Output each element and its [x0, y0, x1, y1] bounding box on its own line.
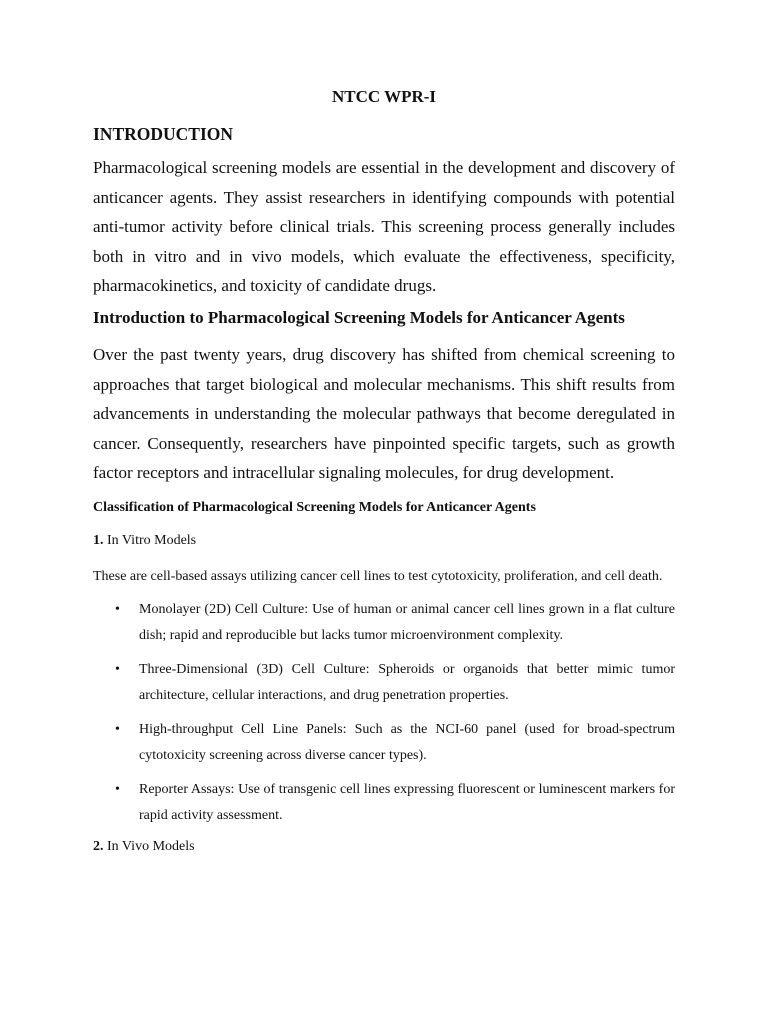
introduction-paragraph: Pharmacological screening models are essential in the development and discovery of anticancer agents. They assist researchers in identifying compounds with potential anti-tumor activity before clinical trials. This screening process generally includes both in vitro and in vivo models, which evaluate the effectiveness, specificity, pharmacokinetics, and toxicity of candidate drugs. [93, 158, 675, 296]
in-vivo-number: 2. [93, 839, 104, 855]
in-vitro-label: In Vitro Models [103, 532, 197, 548]
list-item [93, 777, 675, 828]
bullet-icon: • [115, 782, 120, 798]
bullet-icon: • [115, 722, 120, 738]
list-item-text: Three-Dimensional (3D) Cell Culture: Spheroids or organoids that better mimic tumor architecture, cellular interactions, and drug penetration properties. [139, 662, 675, 703]
section-heading: Introduction to Pharmacological Screening Models for Anticancer Agents [93, 307, 625, 327]
bullet-icon: • [115, 662, 120, 678]
list-item [93, 657, 675, 708]
classification-heading: Classification of Pharmacological Screening Models for Anticancer Agents [93, 499, 536, 515]
in-vitro-description: These are cell-based assays utilizing cancer cell lines to test cytotoxicity, proliferation, and cell death. [93, 568, 663, 584]
list-item-text: High-throughput Cell Line Panels: Such as the NCI-60 panel (used for broad-spectrum cytotoxicity screening across diverse cancer types). [139, 722, 675, 763]
bullet-icon: • [115, 602, 120, 618]
in-vitro-number: 1. [93, 532, 104, 548]
document-body [93, 86, 675, 870]
list-item [93, 717, 675, 768]
in-vitro-list [93, 597, 675, 828]
list-item-text: Monolayer (2D) Cell Culture: Use of human or animal cancer cell lines grown in a flat culture dish; rapid and reproducible but lacks tumor microenvironment complexity. [139, 602, 675, 643]
introduction-heading: INTRODUCTION [93, 124, 234, 144]
list-item [93, 597, 675, 648]
in-vivo-heading [93, 837, 675, 857]
section-paragraph: Over the past twenty years, drug discovery has shifted from chemical screening to approaches that target biological and molecular mechanisms. This shift results from advancements in understanding the molecular pathways that become deregulated in cancer. Consequently, researchers have pinpointed specific targets, such as growth factor receptors and intracellular signaling molecules, for drug development. [93, 344, 675, 483]
in-vitro-heading [93, 531, 675, 551]
in-vivo-label: In Vivo Models [103, 839, 195, 855]
list-item-text: Reporter Assays: Use of transgenic cell lines expressing fluorescent or luminescent markers for rapid activity assessment. [139, 782, 675, 823]
document-title: NTCC WPR-I [331, 87, 437, 106]
